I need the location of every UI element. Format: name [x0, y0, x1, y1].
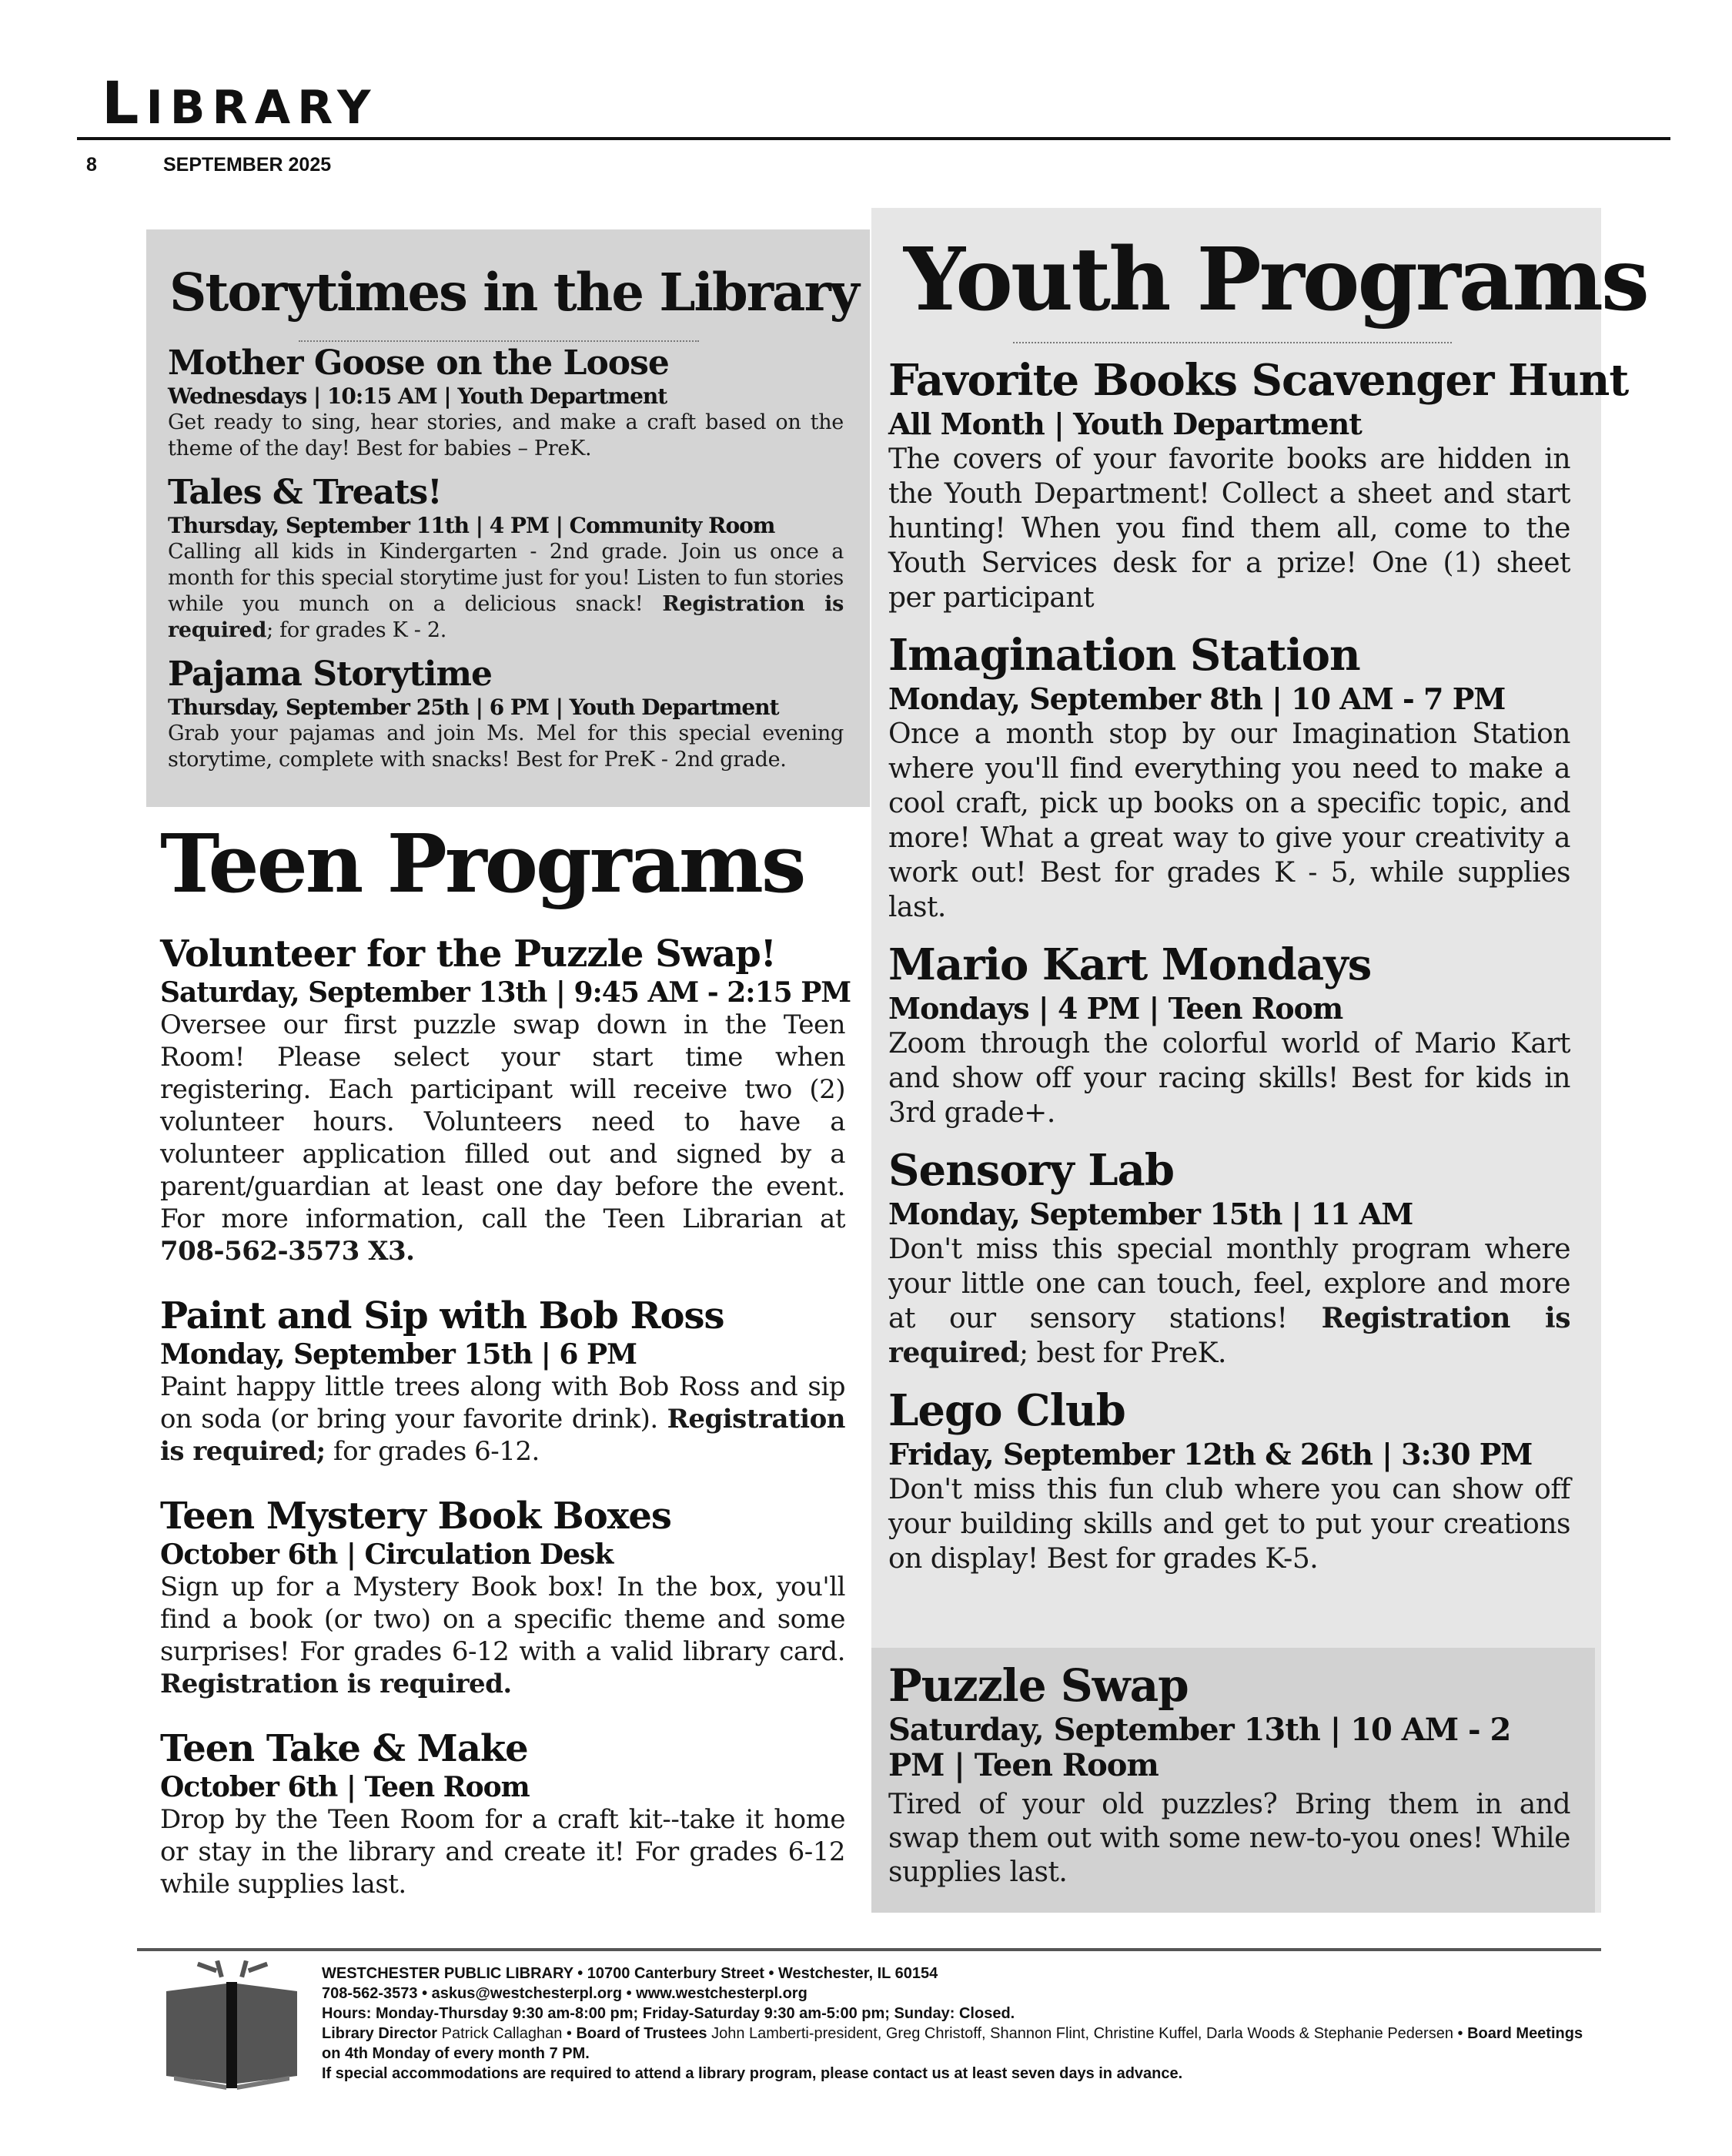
event-meta: October 6th | Teen Room — [160, 1771, 530, 1803]
phone-number: 708-562-3573 X3. — [160, 1236, 415, 1267]
puzzle-swap-panel — [871, 1648, 1595, 1913]
event-meta: October 6th | Circulation Desk — [160, 1538, 614, 1571]
event-description: Get ready to sing, hear stories, and make a craft based on the theme of the day! Best for babies – PreK. — [168, 410, 844, 460]
masthead-title-rest: IBRARY — [145, 81, 378, 135]
event-mario-kart — [888, 939, 1570, 1130]
event-title: Favorite Books Scavenger Hunt — [888, 355, 1629, 406]
event-meta: Thursday, September 25th | 6 PM | Youth Department — [168, 695, 779, 720]
event-meta: Mondays | 4 PM | Teen Room — [888, 991, 1343, 1026]
footer-info — [322, 1964, 1592, 2084]
footer-contact — [322, 1984, 1592, 2004]
youth-title: Youth Programs — [904, 229, 1647, 330]
event-description-tail: for grades 6-12. — [325, 1436, 540, 1467]
event-description-text: Don't miss this special monthly program where your little one can touch, feel, explore and more at our sensory stations! — [888, 1234, 1570, 1334]
event-scavenger-hunt — [888, 354, 1629, 615]
event-title: Lego Club — [888, 1385, 1125, 1436]
event-paint-and-sip — [160, 1294, 845, 1468]
storytimes-panel — [146, 229, 870, 807]
youth-events — [888, 354, 1629, 1590]
storytimes-title: Storytimes in the Library — [169, 262, 858, 323]
event-title: Imagination Station — [888, 630, 1360, 681]
director-name: Patrick Callaghan • — [437, 2025, 577, 2042]
event-meta: Saturday, September 13th | 9:45 AM - 2:15 PM — [160, 976, 851, 1009]
registration-note: Registration is required. — [160, 1669, 512, 1699]
event-sensory-lab — [888, 1144, 1570, 1371]
event-title: Mario Kart Mondays — [888, 939, 1372, 990]
event-description-text: Sign up for a Mystery Book box! In the box, you'll find a book (or two) on a specific theme and some surprises! For grades 6-12 with a valid library card. — [160, 1572, 845, 1667]
event-title: Volunteer for the Puzzle Swap! — [160, 932, 776, 976]
footer-rule — [137, 1948, 1601, 1951]
masthead — [77, 69, 1670, 176]
event-description: Once a month stop by our Imagination Station where you'll find everything you need to make a cool craft, pick up books on a specific topic, and more! What a great way to give your creativity a work out! Best for grades K - 5, while supplies last. — [888, 718, 1570, 923]
board-meetings: Board Meetings on 4th Monday of every month 7 PM. — [322, 2025, 1583, 2062]
footer-contact-text: 708-562-3573 • askus@westchesterpl.org • www.westchesterpl.org — [322, 1985, 807, 2002]
event-meta: Friday, September 12th & 26th | 3:30 PM — [888, 1437, 1533, 1471]
youth-title-rule — [1013, 342, 1452, 343]
open-book-icon — [159, 1960, 305, 2093]
event-title: Teen Take & Make — [160, 1727, 528, 1770]
event-title: Teen Mystery Book Boxes — [160, 1495, 671, 1538]
director-label: Library Director — [322, 2025, 438, 2042]
registration-note: Registration is required — [888, 1302, 1570, 1369]
event-description-tail: ; for grades K - 2. — [266, 618, 446, 642]
event-imagination-station — [888, 629, 1570, 925]
trustees-label: Board of Trustees — [576, 2025, 707, 2042]
footer-address-text: WESTCHESTER PUBLIC LIBRARY • 10700 Canterbury Street • Westchester, IL 60154 — [322, 1965, 938, 1982]
teen-events — [160, 932, 851, 1927]
section-masthead-title — [102, 69, 378, 137]
issue-date: SEPTEMBER 2025 — [163, 154, 332, 176]
event-meta: Monday, September 8th | 10 AM - 7 PM — [888, 681, 1506, 716]
event-description-tail: ; best for PreK. — [1018, 1337, 1226, 1369]
event-description: The covers of your favorite books are hidden in the Youth Department! Collect a sheet and start hunting! When you find them all, come to the Youth Services desk for a prize! One (1) sheet per participant — [888, 444, 1570, 614]
event-description-text: Oversee our first puzzle swap down in the Teen Room! Please select your start time when registering. Each participant will receive two (2) volunteer hours. Volunteers need to have a volunteer application filled out and signed by a parent/guardian at least one day before the event. For more information, call the Teen Librarian at — [160, 1009, 845, 1234]
trustees-names: John Lamberti-president, Greg Christoff, Shannon Flint, Christine Kuffel, Darla Woods & Stephanie Pedersen • — [707, 2025, 1468, 2042]
event-meta: Monday, September 15th | 11 AM — [888, 1197, 1413, 1231]
registration-note: Registration is required — [168, 592, 844, 642]
footer-accommodations — [322, 2064, 1592, 2084]
event-description: Grab your pajamas and join Ms. Mel for this special evening storytime, complete with snacks! Best for PreK - 2nd grade. — [168, 721, 844, 772]
page-number: 8 — [86, 154, 97, 176]
event-meta: Wednesdays | 10:15 AM | Youth Department — [168, 383, 667, 409]
masthead-rule — [77, 137, 1670, 140]
event-description — [160, 1571, 845, 1700]
event-description: Don't miss this fun club where you can show off your building skills and get to put your creations on display! Best for grades K-5. — [888, 1474, 1570, 1575]
event-mother-goose — [168, 343, 844, 462]
footer-hours-text: Hours: Monday-Thursday 9:30 am-8:00 pm; Friday-Saturday 9:30 am-5:00 pm; Sunday: Closed. — [322, 2005, 1015, 2022]
event-meta: Saturday, September 13th | 10 AM - 2 PM | Teen Room — [888, 1712, 1511, 1783]
storytimes-events — [168, 343, 844, 784]
event-description — [168, 539, 844, 644]
puzzle-swap-event — [888, 1659, 1570, 1890]
storytimes-title-rule — [299, 340, 699, 342]
event-description — [160, 1009, 845, 1267]
event-meta: All Month | Youth Department — [888, 407, 1362, 441]
event-title: Paint and Sip with Bob Ross — [160, 1294, 724, 1337]
event-description: Tired of your old puzzles? Bring them in and swap them out with some new-to-you ones! While supplies last. — [888, 1789, 1570, 1888]
teen-panel — [146, 816, 870, 1917]
footer-address — [322, 1964, 1592, 1984]
event-lego-club — [888, 1384, 1570, 1576]
footer-staff — [322, 2024, 1592, 2064]
event-description: Zoom through the colorful world of Mario Kart and show off your racing skills! Best for kids in 3rd grade+. — [888, 1028, 1570, 1129]
accommodations-note: If special accommodations are required to attend a library program, please contact us at least seven days in advance. — [322, 2065, 1183, 2082]
footer-hours — [322, 2004, 1592, 2024]
event-teen-take-make — [160, 1726, 845, 1900]
event-mystery-book-boxes — [160, 1494, 845, 1700]
event-meta: Monday, September 15th | 6 PM — [160, 1338, 637, 1371]
event-description-text: Calling all kids in Kindergarten - 2nd grade. Join us once a month for this special storytime just for you! Listen to fun stories while you munch on a delicious snack! — [168, 540, 844, 616]
event-meta: Thursday, September 11th | 4 PM | Community Room — [168, 513, 775, 538]
event-title: Mother Goose on the Loose — [168, 343, 669, 383]
event-title: Pajama Storytime — [168, 654, 493, 694]
event-volunteer-puzzle-swap — [160, 932, 851, 1267]
event-description — [888, 1232, 1570, 1371]
teen-title: Teen Programs — [160, 816, 804, 911]
event-tales-treats — [168, 473, 844, 644]
event-description-text: Paint happy little trees along with Bob Ross and sip on soda (or bring your favorite drink). — [160, 1371, 845, 1435]
event-title: Sensory Lab — [888, 1145, 1175, 1196]
event-title: Puzzle Swap — [888, 1659, 1189, 1712]
event-title: Tales & Treats! — [168, 473, 442, 512]
event-description: Drop by the Teen Room for a craft kit--take it home or stay in the library and create it! For grades 6-12 while supplies last. — [160, 1804, 845, 1900]
event-pajama-storytime — [168, 654, 844, 773]
registration-note: Registration is required; — [160, 1404, 845, 1467]
masthead-title-initial: L — [102, 69, 146, 137]
event-description — [160, 1371, 845, 1468]
